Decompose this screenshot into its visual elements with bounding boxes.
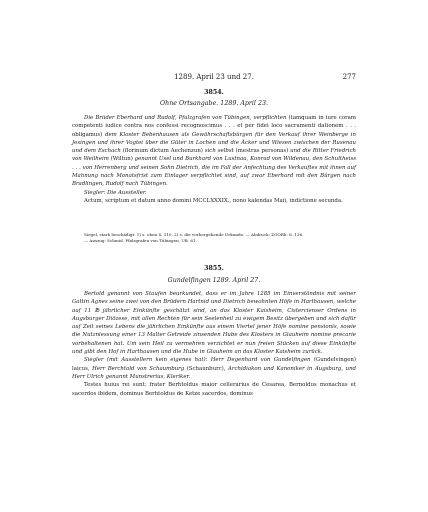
entry-number: 3854. [204, 89, 224, 96]
witnesses-paragraph: Testes huius rei sunt: frater Berhtoldus maior cellerarius de Cesarea, Bernoldus monachus et sacerdos ibidem, dominus Berhtoldus de Ketze sacerdos, dominus [72, 382, 356, 397]
sealer-line: Siegler: Die Aussteller. [84, 189, 147, 196]
regest-paragraph: Die Brüder Eberhard und Rudolf, Pfalzgrafen von Tübingen, verpflichten (tamquam in iure coram competenti iudice contra nos confessi recognoscimus . . . et per fidei loco sacramenti dationem . . . obligamus) dem Kloster Bebenhausen als Gewährschaftsbürgen für den Verkauf ihrer Weinberge in Jesingen und ihrer Vogtei über die Güter in Lochen und die Äcker und Wiesen zwischen der Rusenau und dem Eschach (florinum dictum Aechenzun) sich selbst (mestras personas) und die Ritter Friedrich von Weilheim (Wiltun) genannt Usel und Burkhard von Lustnau, Konrad von Wildenau, den Schultheiss . . . von Herrenberg und seinen Sohn Dietrich, die im Fall der Anfechtung des Verkauftes mit ihnen auf Mahnung nach Monatsfrist zum Einlager verpflichtet sind, auf zwar Eberhard mit den Bürgen nach Bradlingen, Rudolf nach Tübingen. [72, 115, 357, 188]
footnotes [72, 232, 356, 243]
footnote-line: — Auszug: Schmid, Pfalzgrafen von Tübingen, UB. 61. [84, 237, 197, 243]
entry-body [72, 290, 356, 398]
entry-dateline: Ohne Ortsangabe. 1289. April 23. [160, 100, 268, 107]
running-header [72, 73, 356, 83]
regest-paragraph: Bertold genannt von Staufen beurkundet, dass er im Jahre 1285 im Einverständnis mit seiner Gattin Agnes seine zwei von den Brüdern Hartnid und Dietrich bewohnten Höfe in Harthausen, welche auf 11 ℔ jährlicher Einkünfte geschätzt sind, an das Kloster Kaisheim, Cistercienser Ordens in Augsburger Diözese, mit allen Rechten für sein Seelenheil zu ewigem Besitz übergeben und sich dafür auf Zeit seines Lebens die jährlichen Einkünfte aus einem Viertel jener Höfe nomine pensionis, sowie die Nutzniessung einer 13 Malter Getreide zinsenden Hube des Klosters in Glauheim nomine precarie vorbehaltenen hat. Um sein Heil zu vermehren verzichtet er nun freien Stücken auf diese Einkünfte und gibt den Hof in Harthausen und die Hube in Glauheim an das Kloster Kaisheim zurück. [72, 291, 356, 356]
closing-paragraph: Actum, scriptum et datum anno domini MCCLXXXIX., nono kalendas Maii, indictione secunda. [84, 197, 343, 204]
entry-dateline: Gundelfingen 1289. April 27. [167, 277, 261, 284]
sealer-line: Siegler (mit Ausstellern kein eigenes hat): Herr Degenhard von Gundelfingen (Gundelvingen) laicus, Herr Berchtold von Schaumburg (Schaunburc), Archidiakon und Kanoniker in Augsburg, und Herr Ulrich genannt Munstrerius, Kleriker. [72, 357, 356, 380]
entry-body [72, 114, 356, 205]
page-number: 277 [342, 73, 356, 81]
entry-number: 3855. [204, 265, 224, 272]
running-title: 1289. April 23 und 27. [174, 73, 254, 81]
footnote-line: Siegel, stark beschädigt: 1) s. oben S. 110. 2) s. die vorhergehende Urkunde. — Abdruck: ZGORh. 8. 126. [84, 232, 304, 237]
